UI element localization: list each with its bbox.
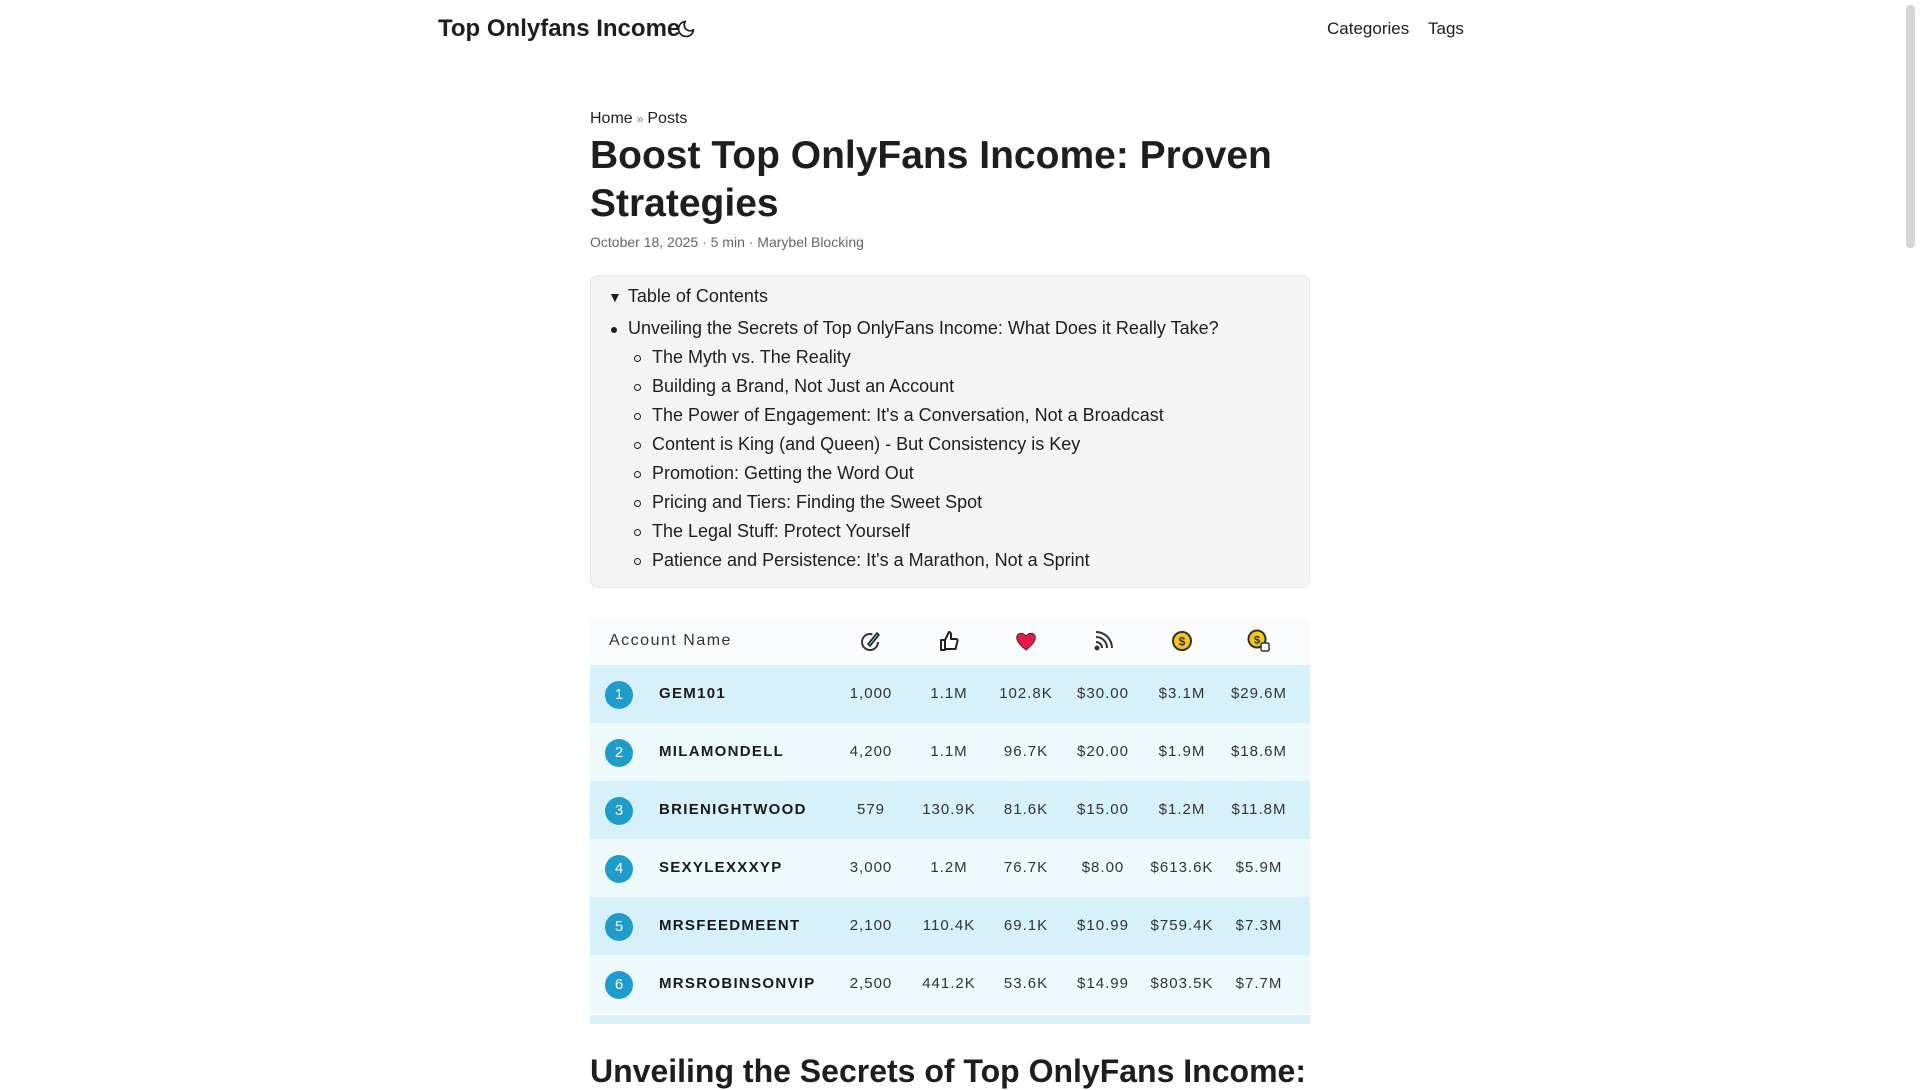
table-cell: $15.00	[1077, 801, 1129, 818]
account-name: GEM101	[659, 685, 726, 702]
toc-subitem[interactable]: The Power of Engagement: It's a Conversation, Not a Broadcast	[652, 405, 1164, 425]
account-name: MRSROBINSONVIP	[659, 975, 816, 992]
table-cell: $1.9M	[1158, 743, 1206, 760]
nav-categories[interactable]: Categories	[1327, 19, 1410, 38]
table-cell: 1.1M	[930, 685, 968, 702]
toc-subitem[interactable]: Pricing and Tiers: Finding the Sweet Spot	[652, 492, 983, 512]
breadcrumb-posts[interactable]: Posts	[647, 110, 688, 127]
moon-icon[interactable]	[676, 19, 696, 39]
table-row	[590, 665, 1310, 723]
table-cell: $8.00	[1081, 859, 1125, 876]
table-cell: $29.6M	[1230, 685, 1288, 702]
page-title: Boost Top OnlyFans Income: Proven Strategies	[590, 134, 1272, 225]
section-heading: Unveiling the Secrets of Top OnlyFans Income:	[590, 1053, 1306, 1089]
toc-subitem[interactable]: The Myth vs. The Reality	[652, 347, 851, 367]
table-cell: 3,000	[849, 859, 893, 876]
rank-badge: 4	[605, 855, 633, 883]
table-cell: 69.1K	[1003, 917, 1049, 934]
table-cell: $18.6M	[1230, 743, 1288, 760]
breadcrumb	[590, 110, 687, 128]
table-cell: $30.00	[1077, 685, 1129, 702]
scrollbar-thumb[interactable]	[1906, 5, 1915, 248]
table-cell: 2,100	[849, 917, 893, 934]
triangle-down-icon: ▼	[608, 289, 622, 305]
toc-subitem[interactable]: Content is King (and Queen) - But Consistency is Key	[652, 434, 1081, 454]
table-cell: 110.4K	[922, 917, 976, 934]
toc-toggle[interactable]	[608, 286, 768, 307]
table-cell: $14.99	[1077, 975, 1129, 992]
post-meta: October 18, 2025 · 5 min · Marybel Blocking	[590, 234, 864, 250]
table-cell: 2,500	[849, 975, 893, 992]
table-of-contents	[590, 275, 1310, 588]
table-cell: $5.9M	[1235, 859, 1283, 876]
income-ranking-image	[590, 618, 1310, 1024]
table-cell: 76.7K	[1003, 859, 1049, 876]
toc-summary-label: Table of Contents	[627, 286, 768, 306]
earnings-coin-icon	[1246, 628, 1272, 654]
toc-subitem[interactable]: Building a Brand, Not Just an Account	[652, 376, 955, 396]
table-cell: $7.7M	[1235, 975, 1283, 992]
table-cell: $759.4K	[1150, 917, 1214, 934]
rank-badge: 6	[605, 971, 633, 999]
table-cell: $11.8M	[1231, 801, 1287, 818]
subscribers-feed-icon	[1090, 628, 1116, 654]
toc-subitem[interactable]: The Legal Stuff: Protect Yourself	[652, 521, 910, 541]
favorites-heart-icon	[1013, 628, 1039, 654]
table-cell: 1,000	[849, 685, 893, 702]
table-cell: $613.6K	[1150, 859, 1214, 876]
breadcrumb-home[interactable]: Home	[590, 110, 633, 127]
price-coin-icon	[1169, 628, 1195, 654]
table-row	[590, 839, 1310, 897]
toc-subitem[interactable]: Patience and Persistence: It's a Marathon, Not a Sprint	[652, 550, 1090, 570]
rank-badge: 5	[605, 913, 633, 941]
table-cell: 1.2M	[930, 859, 968, 876]
rank-badge: 1	[605, 681, 633, 709]
table-cell: 441.2K	[922, 975, 976, 992]
nav-tags[interactable]: Tags	[1428, 19, 1464, 38]
table-cell: 53.6K	[1003, 975, 1049, 992]
toc-item[interactable]: Unveiling the Secrets of Top OnlyFans Income: What Does it Really Take?	[628, 318, 1219, 338]
posts-pencil-icon	[858, 628, 884, 654]
table-cell: 81.6K	[1003, 801, 1049, 818]
account-name: MILAMONDELL	[659, 743, 785, 760]
breadcrumb-separator: »	[636, 112, 644, 126]
table-cell: 96.7K	[1003, 743, 1049, 760]
account-name: SEXYLEXXXYP	[659, 859, 783, 876]
table-cell: $7.3M	[1235, 917, 1283, 934]
rank-badge: 3	[605, 797, 633, 825]
svg-text:$: $	[1178, 634, 1186, 649]
site-title[interactable]: Top Onlyfans Income	[438, 15, 681, 42]
table-cell: $803.5K	[1150, 975, 1214, 992]
rank-badge: 2	[605, 739, 633, 767]
table-footer-strip	[590, 1015, 1310, 1024]
account-name-header: Account Name	[609, 632, 732, 649]
likes-thumbs-up-icon	[936, 628, 962, 654]
table-row	[590, 781, 1310, 839]
account-name: MRSFEEDMEENT	[659, 917, 801, 934]
table-cell: 4,200	[849, 743, 893, 760]
table-row	[590, 955, 1310, 1013]
table-cell: 579	[856, 801, 886, 818]
table-cell: 102.8K	[999, 685, 1053, 702]
table-row	[590, 897, 1310, 955]
toc-subitem[interactable]: Promotion: Getting the Word Out	[652, 463, 914, 483]
table-cell: $1.2M	[1158, 801, 1206, 818]
account-name: BRIENIGHTWOOD	[659, 801, 807, 818]
table-cell: $3.1M	[1158, 685, 1206, 702]
table-cell: $20.00	[1077, 743, 1129, 760]
table-header	[590, 618, 1310, 665]
table-cell: 1.1M	[930, 743, 968, 760]
table-cell: $10.99	[1077, 917, 1129, 934]
table-row	[590, 723, 1310, 781]
svg-text:$: $	[1253, 634, 1261, 647]
table-cell: 130.9K	[922, 801, 976, 818]
